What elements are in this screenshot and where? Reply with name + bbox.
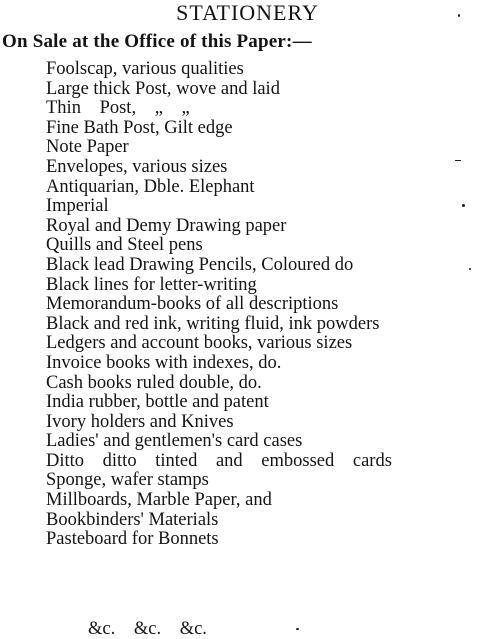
list-item: Ladies' and gentlemen's card cases <box>46 431 303 452</box>
ink-speck <box>469 268 471 270</box>
list-item: Note Paper <box>46 137 129 158</box>
list-item: Imperial <box>46 196 109 217</box>
list-item: Black lines for letter-writing <box>46 274 257 295</box>
list-item: Pasteboard for Bonnets <box>46 529 219 550</box>
list-item: India rubber, bottle and patent <box>46 392 269 413</box>
stationery-list <box>46 60 392 550</box>
list-item: Black lead Drawing Pencils, Coloured do <box>46 254 354 275</box>
list-item: Envelopes, various sizes <box>46 156 228 177</box>
subheading: On Sale at the Office of this Paper:— <box>2 31 312 52</box>
list-item: Black and red ink, writing fluid, ink powders <box>46 313 380 334</box>
list-item: Thin Post, „ „ <box>46 98 190 119</box>
list-item: Ditto ditto tinted and embossed cards <box>46 450 392 471</box>
closing-line: &c. &c. &c. <box>88 619 207 639</box>
list-item: Cash books ruled double, do. <box>46 372 262 393</box>
list-item: Royal and Demy Drawing paper <box>46 215 287 236</box>
list-item: Invoice books with indexes, do. <box>46 352 282 373</box>
list-item: Sponge, wafer stamps <box>46 470 209 491</box>
list-item: Fine Bath Post, Gilt edge <box>46 117 233 138</box>
list-item: Bookbinders' Materials <box>46 509 219 530</box>
heading: STATIONERY <box>176 0 319 25</box>
ink-speck <box>458 14 460 17</box>
list-item: Antiquarian, Dble. Elephant <box>46 176 255 197</box>
list-item: Large thick Post, wove and laid <box>46 78 280 99</box>
list-item: Ledgers and account books, various sizes <box>46 333 353 354</box>
list-item: Quills and Steel pens <box>46 235 203 256</box>
ink-speck <box>462 204 465 207</box>
ink-speck <box>296 628 299 630</box>
list-item: Foolscap, various qualities <box>46 59 244 79</box>
list-item: Ivory holders and Knives <box>46 411 234 432</box>
list-item: Millboards, Marble Paper, and <box>46 490 272 511</box>
ink-speck <box>455 160 461 161</box>
list-item: Memorandum-books of all descriptions <box>46 294 339 315</box>
